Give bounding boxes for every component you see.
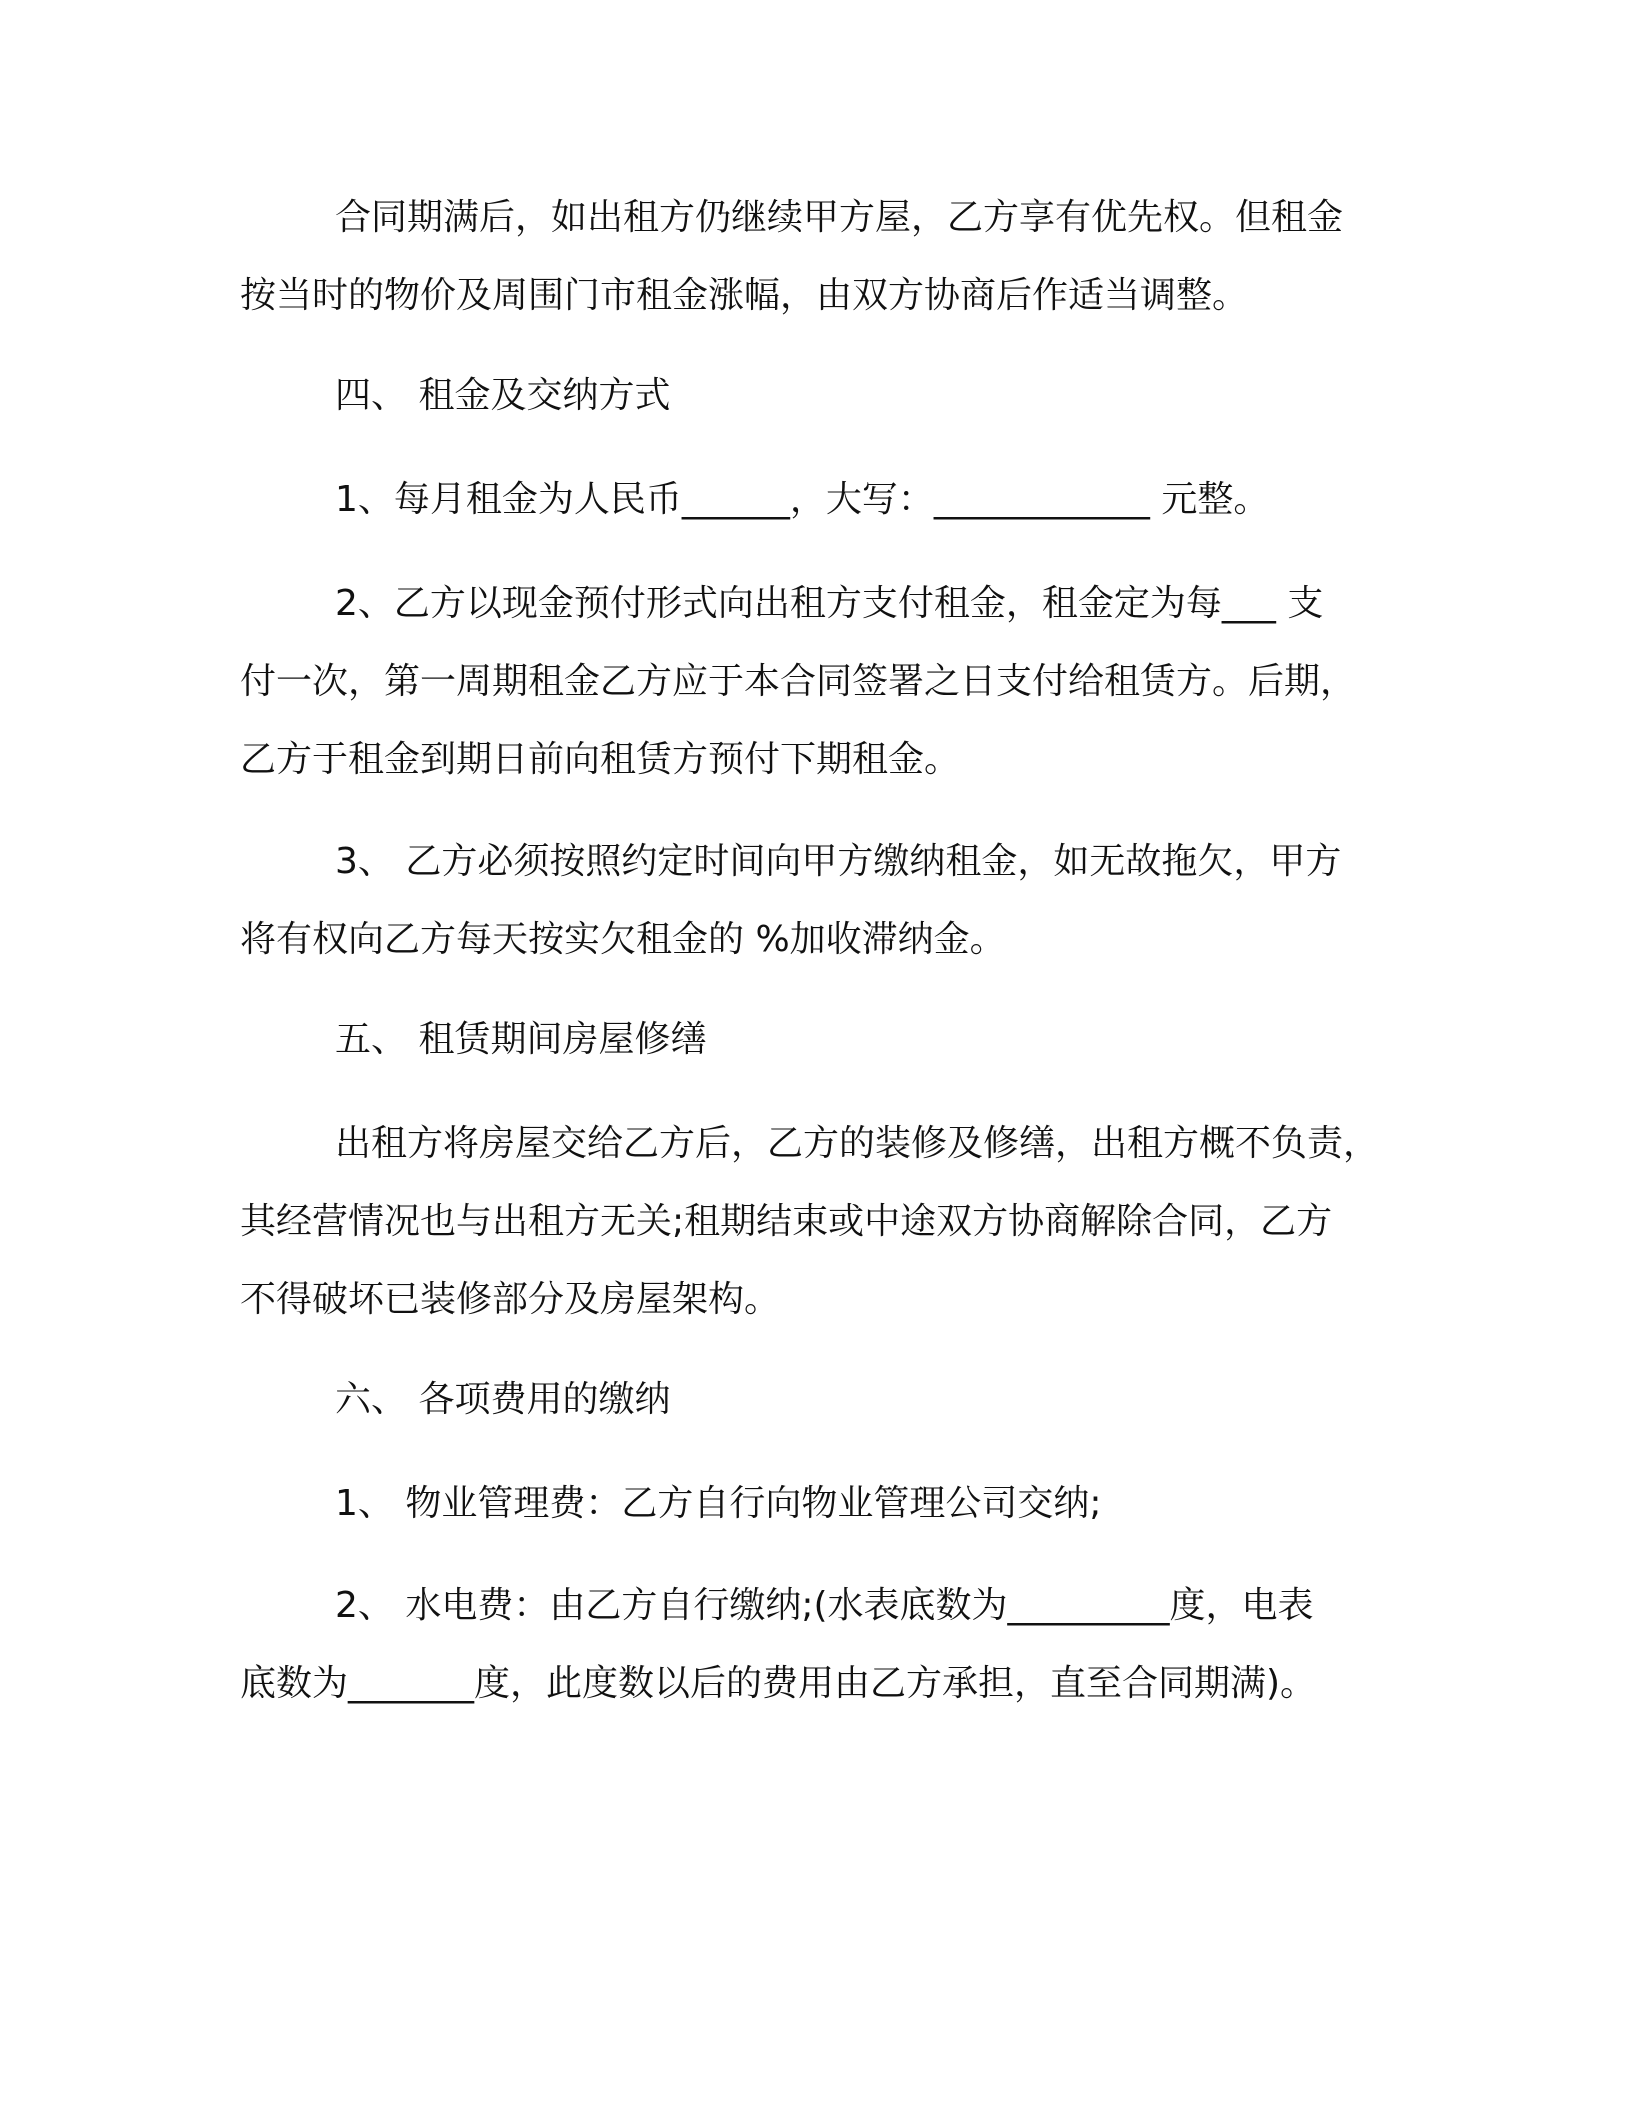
- clause-late-fee-line-2: 将有权向乙方每天按实欠租金的 %加收滞纳金。: [240, 919, 1006, 960]
- section-heading-rent-payment: 四、 租金及交纳方式: [335, 375, 671, 416]
- clause-utilities-line-2: 底数为_______度，此度数以后的费用由乙方承担，直至合同期满)。: [240, 1663, 1317, 1704]
- clause-property-fee: 1、 物业管理费：乙方自行向物业管理公司交纳;: [335, 1483, 1102, 1524]
- clause-prepay-line-3: 乙方于租金到期日前向租赁方预付下期租金。: [240, 739, 961, 780]
- clause-prepay-line-2: 付一次，第一周期租金乙方应于本合同签署之日支付给租赁方。后期，: [240, 661, 1357, 702]
- section-heading-repairs: 五、 租赁期间房屋修缮: [335, 1019, 707, 1060]
- paragraph-repairs-line-3: 不得破坏已装修部分及房屋架构。: [240, 1279, 781, 1320]
- clause-utilities-line-1: 2、 水电费：由乙方自行缴纳;(水表底数为_________度，电表: [335, 1585, 1314, 1626]
- section-heading-fees: 六、 各项费用的缴纳: [335, 1379, 671, 1420]
- paragraph-repairs-line-2: 其经营情况也与出租方无关;租期结束或中途双方协商解除合同，乙方: [240, 1201, 1333, 1242]
- clause-late-fee-line-1: 3、 乙方必须按照约定时间向甲方缴纳租金，如无故拖欠，甲方: [335, 841, 1342, 882]
- clause-prepay-line-1: 2、乙方以现金预付形式向出租方支付租金，租金定为每___ 支: [335, 583, 1324, 624]
- paragraph-renewal-line-1: 合同期满后，如出租方仍继续甲方屋，乙方享有优先权。但租金: [335, 197, 1344, 238]
- paragraph-repairs-line-1: 出租方将房屋交给乙方后，乙方的装修及修缮，出租方概不负责，: [335, 1123, 1380, 1164]
- paragraph-renewal-line-2: 按当时的物价及周围门市租金涨幅，由双方协商后作适当调整。: [240, 275, 1249, 316]
- clause-monthly-rent: 1、每月租金为人民币______，大写：____________ 元整。: [335, 479, 1270, 520]
